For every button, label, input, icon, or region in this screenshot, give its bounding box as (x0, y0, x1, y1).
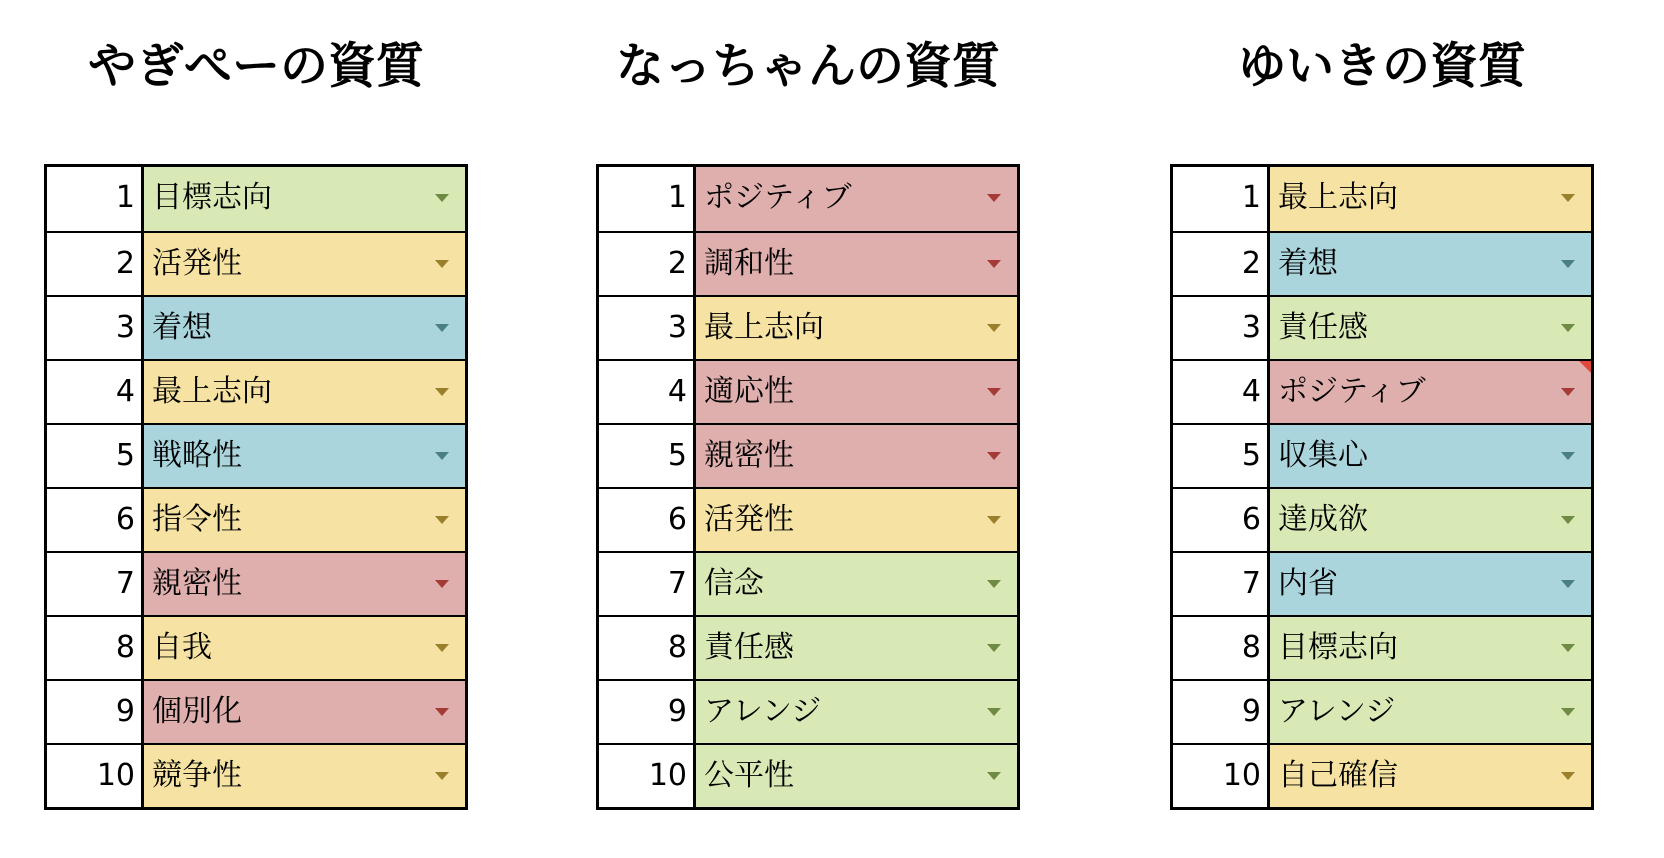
panel-title: なっちゃんの資質 (615, 38, 1000, 94)
chevron-down-icon[interactable] (435, 324, 449, 332)
chevron-down-icon[interactable] (435, 388, 449, 396)
rank-number: 7 (1173, 553, 1270, 615)
table-row (47, 231, 465, 295)
rank-number: 10 (599, 745, 696, 807)
strength-dropdown[interactable] (696, 167, 1017, 231)
strength-dropdown[interactable] (1270, 617, 1591, 679)
strength-dropdown[interactable] (1270, 681, 1591, 743)
strengths-table (44, 164, 468, 810)
table-row (1173, 743, 1591, 807)
table-row (599, 423, 1017, 487)
chevron-down-icon[interactable] (435, 772, 449, 780)
strength-label: 責任感 (704, 630, 794, 665)
strength-dropdown[interactable] (144, 745, 465, 807)
strength-dropdown[interactable] (1270, 167, 1591, 231)
table-row (47, 679, 465, 743)
strength-dropdown[interactable] (144, 361, 465, 423)
rank-number: 1 (599, 167, 696, 231)
chevron-down-icon[interactable] (987, 194, 1001, 202)
rank-number: 3 (47, 297, 144, 359)
strength-label: 目標志向 (152, 180, 272, 215)
rank-number: 5 (599, 425, 696, 487)
rank-number: 9 (1173, 681, 1270, 743)
rank-number: 10 (47, 745, 144, 807)
strength-label: 指令性 (152, 502, 242, 537)
table-row (599, 231, 1017, 295)
table-row (599, 167, 1017, 231)
rank-number: 9 (47, 681, 144, 743)
strength-dropdown[interactable] (144, 553, 465, 615)
chevron-down-icon[interactable] (435, 580, 449, 588)
rank-number: 1 (1173, 167, 1270, 231)
rank-number: 2 (1173, 233, 1270, 295)
strength-label: 個別化 (152, 694, 242, 729)
strength-label: ポジティブ (704, 180, 852, 215)
rank-number: 6 (599, 489, 696, 551)
chevron-down-icon[interactable] (987, 580, 1001, 588)
strength-dropdown[interactable] (1270, 233, 1591, 295)
strengths-table (1170, 164, 1594, 810)
strength-label: アレンジ (1278, 694, 1396, 729)
comment-marker-icon[interactable] (1579, 361, 1591, 373)
rank-number: 3 (1173, 297, 1270, 359)
table-row (1173, 295, 1591, 359)
strength-dropdown[interactable] (696, 553, 1017, 615)
table-row (599, 551, 1017, 615)
chevron-down-icon[interactable] (987, 452, 1001, 460)
strength-label: 収集心 (1278, 438, 1368, 473)
strength-dropdown[interactable] (144, 617, 465, 679)
table-row (599, 295, 1017, 359)
rank-number: 2 (47, 233, 144, 295)
table-row (47, 487, 465, 551)
table-row (1173, 231, 1591, 295)
chevron-down-icon[interactable] (435, 516, 449, 524)
chevron-down-icon[interactable] (1561, 580, 1575, 588)
strength-dropdown[interactable] (696, 233, 1017, 295)
strength-label: 最上志向 (704, 310, 824, 345)
rank-number: 8 (599, 617, 696, 679)
table-row (1173, 487, 1591, 551)
strength-dropdown[interactable] (1270, 361, 1591, 423)
strength-label: 競争性 (152, 758, 242, 793)
chevron-down-icon[interactable] (435, 194, 449, 202)
strength-label: 自己確信 (1278, 758, 1398, 793)
strength-dropdown[interactable] (144, 167, 465, 231)
strength-dropdown[interactable] (696, 361, 1017, 423)
strength-label: 調和性 (704, 246, 794, 281)
rank-number: 7 (47, 553, 144, 615)
table-row (599, 679, 1017, 743)
table-row (47, 743, 465, 807)
rank-number: 4 (599, 361, 696, 423)
strength-dropdown[interactable] (696, 745, 1017, 807)
rank-number: 4 (1173, 361, 1270, 423)
strength-label: 内省 (1278, 566, 1338, 601)
strength-dropdown[interactable] (144, 489, 465, 551)
strength-dropdown[interactable] (144, 681, 465, 743)
chevron-down-icon[interactable] (1561, 194, 1575, 202)
strength-dropdown[interactable] (1270, 297, 1591, 359)
rank-number: 1 (47, 167, 144, 231)
strength-label: 着想 (152, 310, 212, 345)
strength-dropdown[interactable] (144, 297, 465, 359)
chevron-down-icon[interactable] (435, 260, 449, 268)
strength-label: 親密性 (152, 566, 242, 601)
table-row (47, 295, 465, 359)
chevron-down-icon[interactable] (987, 772, 1001, 780)
strength-label: 着想 (1278, 246, 1338, 281)
strength-label: 適応性 (704, 374, 794, 409)
table-row (599, 743, 1017, 807)
strength-label: 目標志向 (1278, 630, 1398, 665)
chevron-down-icon[interactable] (987, 324, 1001, 332)
table-row (47, 359, 465, 423)
chevron-down-icon[interactable] (435, 708, 449, 716)
strength-label: 活発性 (152, 246, 242, 281)
chevron-down-icon[interactable] (987, 516, 1001, 524)
rank-number: 8 (1173, 617, 1270, 679)
strength-dropdown[interactable] (696, 297, 1017, 359)
table-row (1173, 615, 1591, 679)
chevron-down-icon[interactable] (1561, 324, 1575, 332)
table-row (1173, 551, 1591, 615)
chevron-down-icon[interactable] (1561, 708, 1575, 716)
chevron-down-icon[interactable] (987, 388, 1001, 396)
strength-dropdown[interactable] (144, 233, 465, 295)
strength-dropdown[interactable] (696, 489, 1017, 551)
strengths-table (596, 164, 1020, 810)
strength-label: 信念 (704, 566, 764, 601)
strength-dropdown[interactable] (144, 425, 465, 487)
chevron-down-icon[interactable] (1561, 260, 1575, 268)
rank-number: 8 (47, 617, 144, 679)
table-row (47, 423, 465, 487)
table-row (1173, 167, 1591, 231)
rank-number: 3 (599, 297, 696, 359)
chevron-down-icon[interactable] (435, 452, 449, 460)
chevron-down-icon[interactable] (987, 644, 1001, 652)
rank-number: 4 (47, 361, 144, 423)
chevron-down-icon[interactable] (1561, 644, 1575, 652)
rank-number: 5 (47, 425, 144, 487)
strength-dropdown[interactable] (1270, 489, 1591, 551)
strength-dropdown[interactable] (696, 425, 1017, 487)
strength-dropdown[interactable] (1270, 745, 1591, 807)
chevron-down-icon[interactable] (1561, 452, 1575, 460)
strength-label: ポジティブ (1278, 374, 1426, 409)
strength-label: 最上志向 (1278, 180, 1398, 215)
rank-number: 9 (599, 681, 696, 743)
rank-number: 5 (1173, 425, 1270, 487)
table-row (47, 167, 465, 231)
strength-label: 戦略性 (152, 438, 242, 473)
table-row (47, 615, 465, 679)
rank-number: 6 (1173, 489, 1270, 551)
strength-dropdown[interactable] (1270, 425, 1591, 487)
strength-label: 最上志向 (152, 374, 272, 409)
table-row (1173, 359, 1591, 423)
chevron-down-icon[interactable] (1561, 772, 1575, 780)
chevron-down-icon[interactable] (987, 260, 1001, 268)
rank-number: 6 (47, 489, 144, 551)
rank-number: 10 (1173, 745, 1270, 807)
panel-title: ゆいきの資質 (1237, 38, 1526, 94)
strength-dropdown[interactable] (1270, 553, 1591, 615)
strength-label: 公平性 (704, 758, 794, 793)
strength-label: 達成欲 (1278, 502, 1368, 537)
table-row (1173, 423, 1591, 487)
strength-label: 親密性 (704, 438, 794, 473)
table-row (599, 359, 1017, 423)
strength-dropdown[interactable] (696, 681, 1017, 743)
strength-label: 自我 (152, 630, 212, 665)
table-row (47, 551, 465, 615)
chevron-down-icon[interactable] (987, 708, 1001, 716)
rank-number: 7 (599, 553, 696, 615)
strength-dropdown[interactable] (696, 617, 1017, 679)
table-row (599, 615, 1017, 679)
panel-title: やぎぺーの資質 (87, 38, 424, 94)
table-row (599, 487, 1017, 551)
rank-number: 2 (599, 233, 696, 295)
table-row (1173, 679, 1591, 743)
strength-label: 活発性 (704, 502, 794, 537)
chevron-down-icon[interactable] (1561, 388, 1575, 396)
chevron-down-icon[interactable] (1561, 516, 1575, 524)
chevron-down-icon[interactable] (435, 644, 449, 652)
strength-label: 責任感 (1278, 310, 1368, 345)
strength-label: アレンジ (704, 694, 822, 729)
